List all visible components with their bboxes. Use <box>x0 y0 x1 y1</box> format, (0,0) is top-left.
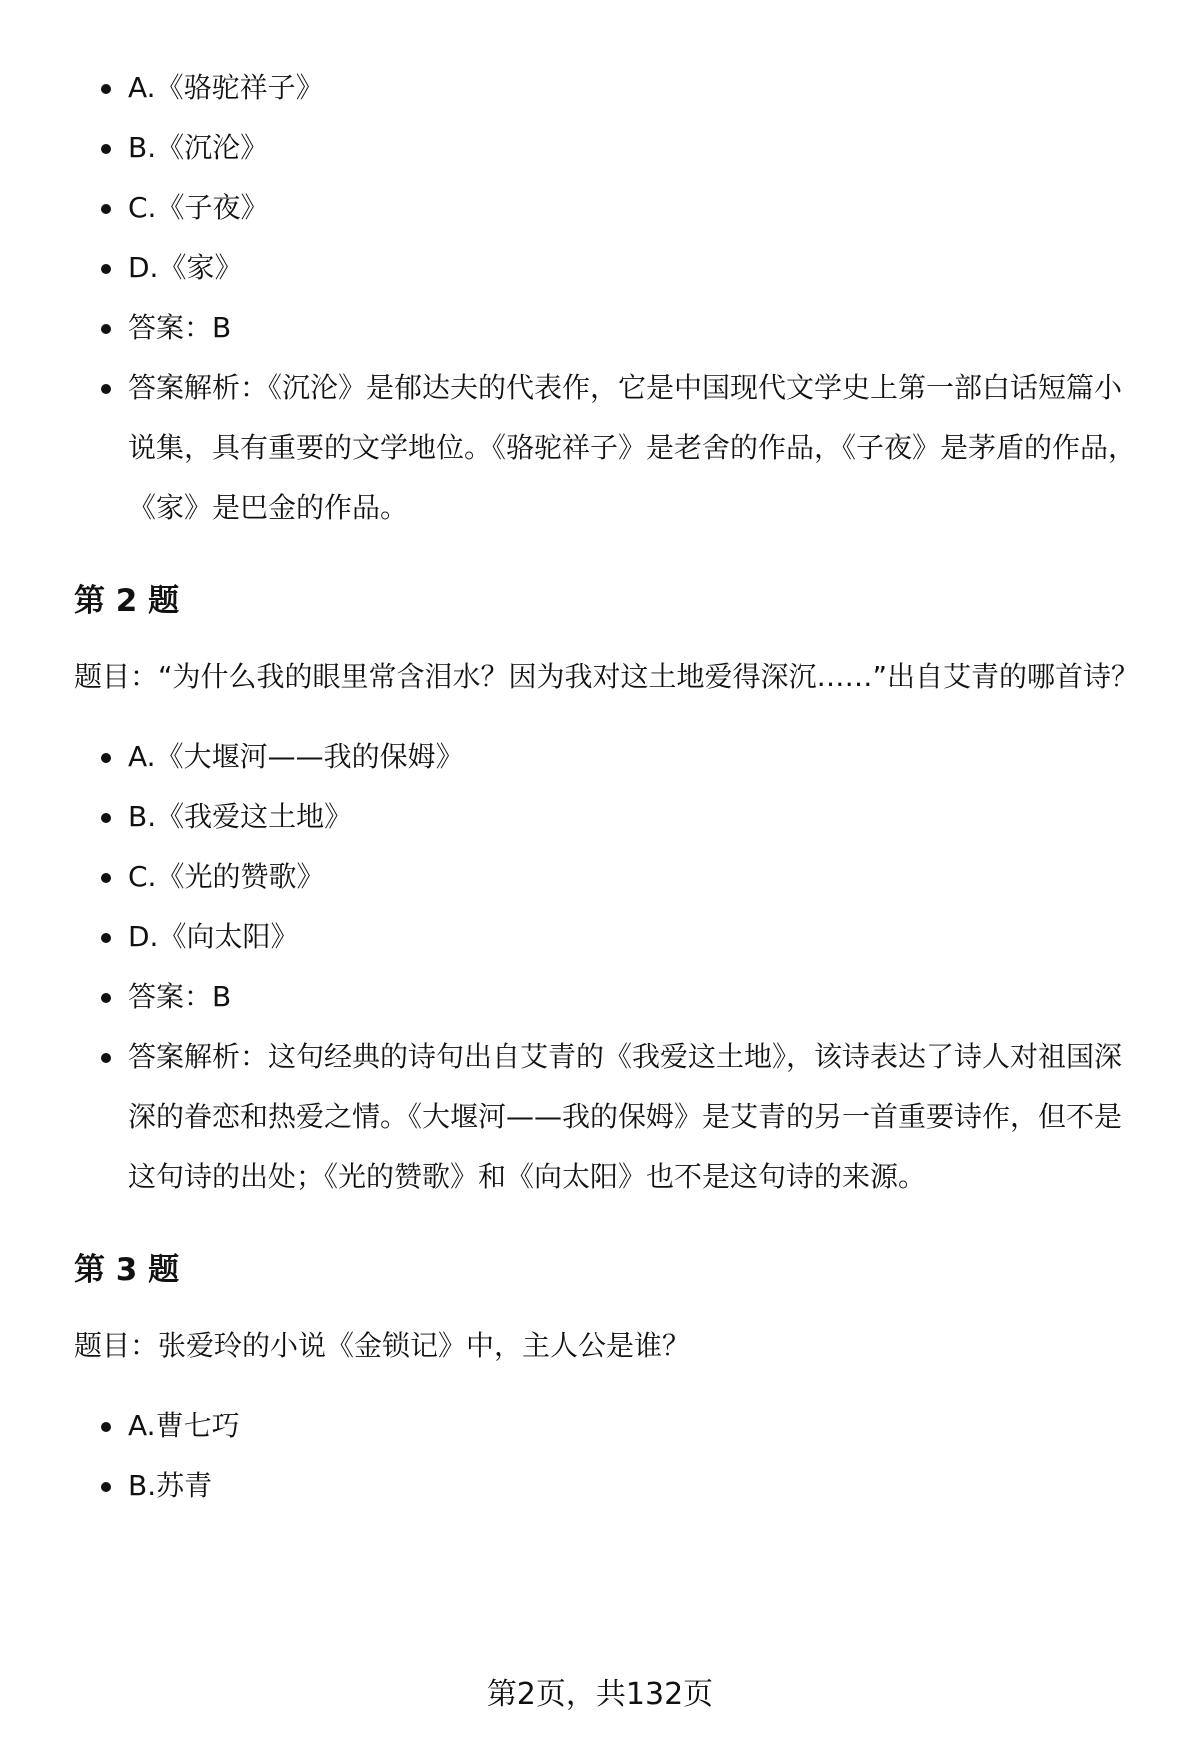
document-content <box>74 58 1142 1516</box>
q2-option-c: C.《光的赞歌》 <box>74 847 1142 907</box>
q1-option-c: C.《子夜》 <box>74 178 1142 238</box>
q1-explanation: 答案解析：《沉沦》是郁达夫的代表作，它是中国现代文学史上第一部白话短篇小说集，具有重要的文学地位。《骆驼祥子》是老舍的作品，《子夜》是茅盾的作品，《家》是巴金的作品。 <box>74 358 1142 538</box>
q2-option-b: B.《我爱这土地》 <box>74 787 1142 847</box>
q2-question: 题目：“为什么我的眼里常含泪水？因为我对这土地爱得深沉……”出自艾青的哪首诗？ <box>74 660 1140 693</box>
q2-option-list <box>74 727 1142 1207</box>
q3-question: 题目：张爱玲的小说《金锁记》中，主人公是谁？ <box>74 1329 691 1362</box>
page-indicator: 第2页，共132页 <box>486 1677 714 1712</box>
q3-option-list <box>74 1396 1142 1516</box>
q2-explanation: 答案解析：这句经典的诗句出自艾青的《我爱这土地》，该诗表达了诗人对祖国深深的眷恋和热爱之情。《大堰河——我的保姆》是艾青的另一首重要诗作，但不是这句诗的出处；《光的赞歌》和《向太阳》也不是这句诗的来源。 <box>74 1027 1142 1207</box>
q2-option-d: D.《向太阳》 <box>74 907 1142 967</box>
q2-option-a: A.《大堰河——我的保姆》 <box>74 727 1142 787</box>
q1-option-a: A.《骆驼祥子》 <box>74 58 1142 118</box>
q3-option-a: A.曹七巧 <box>74 1396 1142 1456</box>
q3-option-b: B.苏青 <box>74 1456 1142 1516</box>
q1-option-b: B.《沉沦》 <box>74 118 1142 178</box>
q2-answer: 答案：B <box>74 967 1142 1027</box>
q2-title: 第 2 题 <box>74 583 180 619</box>
q3-title: 第 3 题 <box>74 1252 180 1288</box>
q1-option-list <box>74 58 1142 538</box>
q1-option-d: D.《家》 <box>74 238 1142 298</box>
q1-answer: 答案：B <box>74 298 1142 358</box>
